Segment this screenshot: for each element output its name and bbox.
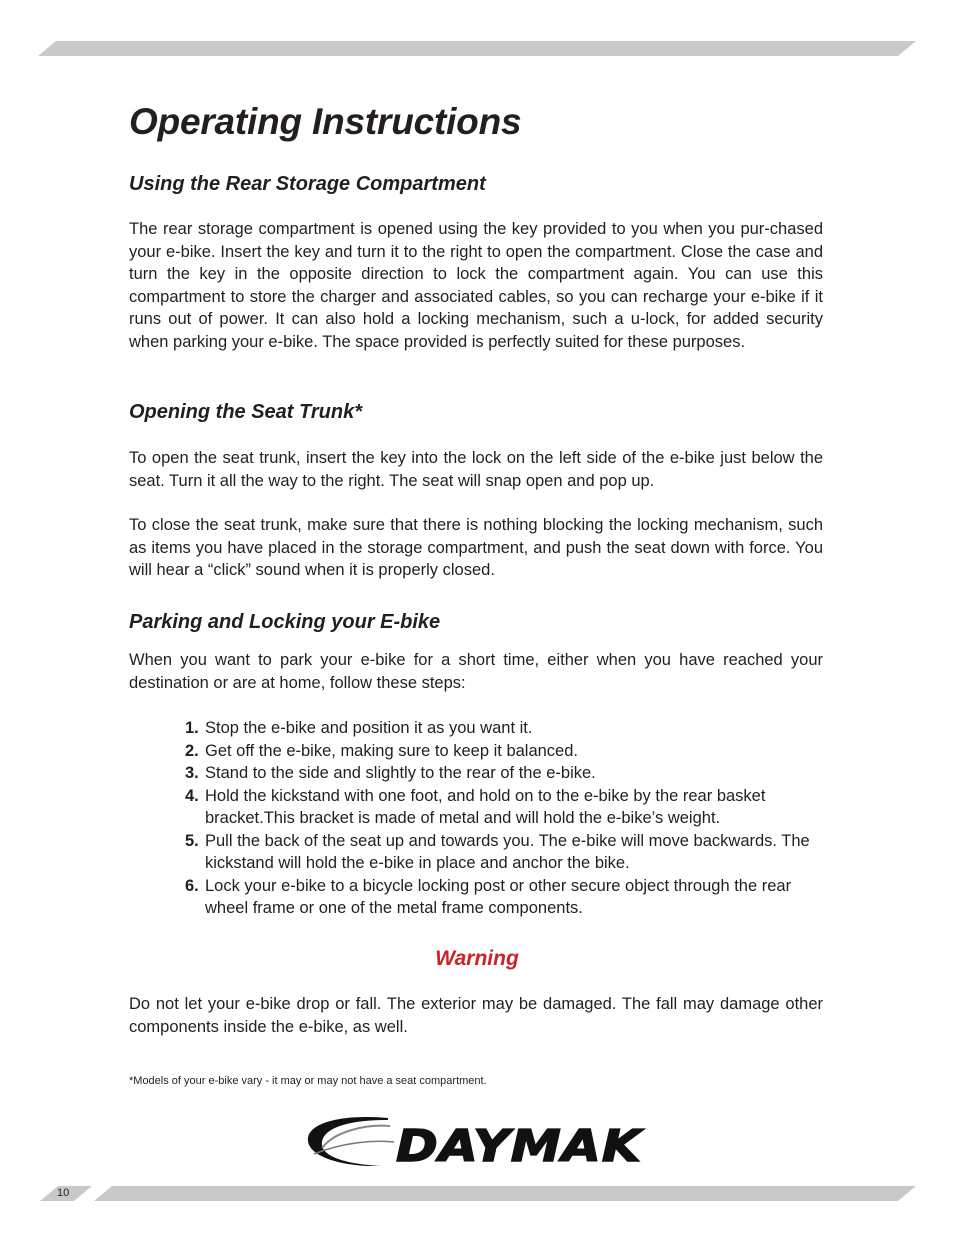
heading-seat-trunk: Opening the Seat Trunk*: [129, 401, 362, 423]
warning-paragraph: Do not let your e-bike drop or fall. The exterior may be damaged. The fall may damage other components inside the e-bike, as well.: [129, 995, 823, 1036]
parking-intro: When you want to park your e-bike for a short time, either when you have reached your destination or are at home, follow these steps:: [129, 651, 823, 692]
list-item: [185, 830, 825, 875]
step-number: 3.: [185, 764, 199, 782]
logo-wordmark: DAYMAK: [396, 1121, 645, 1170]
step-text: Lock your e-bike to a bicycle locking post or other secure object through the rear wheel frame or one of the metal frame components.: [205, 876, 792, 917]
step-text: Stop the e-bike and position it as you want it.: [205, 719, 533, 737]
step-text: Pull the back of the seat up and towards you. The e-bike will move backwards. The kickstand will hold the e-bike in place and anchor the bike.: [205, 831, 810, 872]
list-item: [185, 740, 825, 763]
heading-parking: Parking and Locking your E-bike: [129, 611, 441, 633]
daymak-logo: [304, 1112, 650, 1170]
seat-open-paragraph: To open the seat trunk, insert the key into the lock on the left side of the e-bike just below the seat. Turn it all the way to the right. The seat will snap open and pop up.: [129, 449, 823, 490]
page-title: Operating Instructions: [129, 101, 522, 142]
seat-close-paragraph: To close the seat trunk, make sure that there is nothing blocking the locking mechanism, such as items you have placed in the storage compartment, and push the seat down with force. You will hear a “click” sound when it is properly closed.: [129, 516, 823, 579]
footnote: *Models of your e-bike vary - it may or may not have a seat compartment.: [129, 1075, 487, 1087]
header-band: [0, 0, 954, 70]
step-text: Get off the e-bike, making sure to keep it balanced.: [205, 741, 578, 760]
heading-rear-storage: Using the Rear Storage Compartment: [129, 173, 486, 195]
list-item: [185, 717, 825, 740]
storage-paragraph: The rear storage compartment is opened using the key provided to you when you pur-chased your e-bike. Insert the key and turn it to the right to open the compartment. Close the case and turn the key in the opposite direction to lock the compartment again. You can use this compartment to store the charger and associated cables, so you can recharge your e-bike if it runs out of power. It can also hold a locking mechanism, such a u-lock, for added security when parking your e-bike. The space provided is perfectly suited for these purposes.: [129, 220, 823, 351]
list-item: [185, 785, 825, 830]
step-number: 4.: [185, 786, 199, 805]
step-text: Hold the kickstand with one foot, and hold on to the e-bike by the rear basket bracket.This bracket is made of metal and will hold the e-bike’s weight.: [205, 786, 766, 827]
footer-band: [0, 1180, 954, 1210]
list-item: [185, 875, 825, 920]
step-number: 6.: [185, 876, 199, 895]
warning-heading: Warning: [435, 947, 519, 970]
page-number: 10: [57, 1187, 70, 1199]
step-text: Stand to the side and slightly to the rear of the e-bike.: [205, 764, 596, 782]
step-number: 2.: [185, 741, 199, 760]
list-item: [185, 762, 825, 785]
parking-steps-list: [185, 717, 825, 920]
step-number: 1.: [185, 719, 199, 737]
step-number: 5.: [185, 831, 199, 850]
